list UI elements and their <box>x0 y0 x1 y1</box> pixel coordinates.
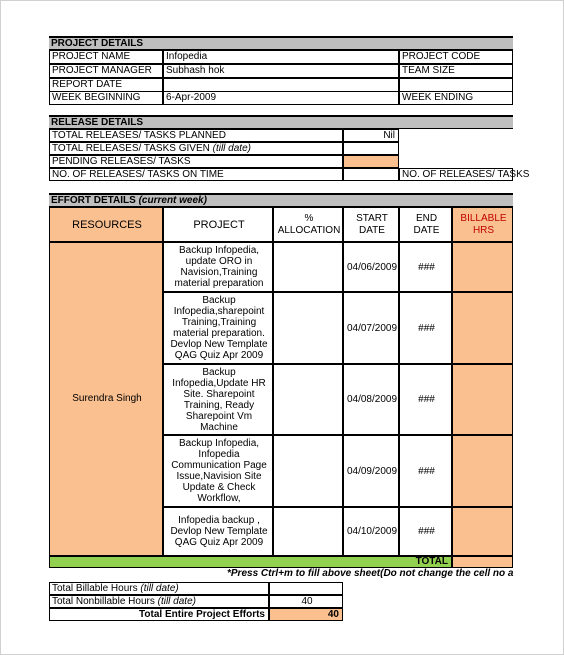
col-project-header: PROJECT <box>163 207 273 242</box>
col-end-date-header: END DATE <box>399 207 452 242</box>
row-2-end-date[interactable]: ### <box>399 292 452 364</box>
tasks-planned-label: TOTAL RELEASES/ TASKS PLANNED <box>49 129 343 142</box>
row-2-project[interactable]: Backup Infopedia,sharepoint Training,Training material preparation. Devlop New Template QAG Quiz Apr 2009 <box>163 292 273 364</box>
effort-details-title: EFFORT DETAILS <box>51 195 139 206</box>
tasks-given-value[interactable] <box>343 142 399 155</box>
row-3-allocation[interactable] <box>273 364 343 435</box>
report-date-label: REPORT DATE <box>49 78 163 92</box>
total-efforts-value[interactable]: 40 <box>269 608 343 621</box>
tasks-on-time-label-right: NO. OF RELEASES/ TASKS <box>399 168 513 181</box>
nonbillable-hours-text: Total Nonbillable Hours <box>52 596 158 607</box>
billable-hours-text: Total Billable Hours <box>52 583 141 594</box>
tasks-on-time-label: NO. OF RELEASES/ TASKS ON TIME <box>49 168 343 181</box>
week-ending-label: WEEK ENDING <box>399 91 513 105</box>
row-3-end-date[interactable]: ### <box>399 364 452 435</box>
tasks-given-note: (till date) <box>212 143 251 154</box>
row-2-allocation[interactable] <box>273 292 343 364</box>
row-1-billable[interactable] <box>452 242 513 292</box>
row-2-start-date[interactable]: 04/07/2009 <box>343 292 399 364</box>
nonbillable-hours-note: (till date) <box>157 596 196 607</box>
release-details-header: RELEASE DETAILS <box>49 115 513 129</box>
project-manager-label: PROJECT MANAGER <box>49 64 163 78</box>
total-efforts-label: Total Entire Project Efforts <box>49 608 269 621</box>
nonbillable-hours-value[interactable]: 40 <box>269 595 343 608</box>
project-code-label: PROJECT CODE <box>399 50 513 64</box>
billable-hours-value[interactable] <box>269 582 343 595</box>
pending-tasks-label: PENDING RELEASES/ TASKS <box>49 155 343 168</box>
col-allocation-header: % ALLOCATION <box>273 207 343 242</box>
team-size-label: TEAM SIZE <box>399 64 513 78</box>
project-manager-value[interactable]: Subhash hok <box>163 64 399 78</box>
row-5-billable[interactable] <box>452 507 513 556</box>
row-1-allocation[interactable] <box>273 242 343 292</box>
row-4-allocation[interactable] <box>273 435 343 507</box>
row-1-end-date[interactable]: ### <box>399 242 452 292</box>
row-3-billable[interactable] <box>452 364 513 435</box>
row-3-start-date[interactable]: 04/08/2009 <box>343 364 399 435</box>
tasks-given-label <box>49 142 343 155</box>
row-1-project[interactable]: Backup Infopedia, update ORO in Navision,Training material preparation <box>163 242 273 292</box>
effort-details-note: (current week) <box>138 195 207 206</box>
row-4-end-date[interactable]: ### <box>399 435 452 507</box>
effort-details-header <box>49 193 513 207</box>
resource-name-cell[interactable]: Surendra Singh <box>49 242 163 556</box>
row-1-start-date[interactable]: 04/06/2009 <box>343 242 399 292</box>
report-date-value[interactable] <box>163 78 399 92</box>
row-4-start-date[interactable]: 04/09/2009 <box>343 435 399 507</box>
billable-hours-label <box>49 582 269 595</box>
project-name-label: PROJECT NAME <box>49 50 163 64</box>
col-billable-header: BILLABLE HRS <box>452 207 513 242</box>
row-5-start-date[interactable]: 04/10/2009 <box>343 507 399 556</box>
report-date-extra <box>399 78 513 92</box>
row-2-billable[interactable] <box>452 292 513 364</box>
tasks-on-time-value[interactable] <box>343 168 399 181</box>
row-4-billable[interactable] <box>452 435 513 507</box>
row-5-project[interactable]: Infopedia backup , Devlop New Template QAG Quiz Apr 2009 <box>163 507 273 556</box>
project-name-value[interactable]: Infopedia <box>163 50 399 64</box>
row-4-project[interactable]: Backup Infopedia, Infopedia Communication Page Issue,Navision Site Update & Check Workflow, <box>163 435 273 507</box>
row-5-end-date[interactable]: ### <box>399 507 452 556</box>
nonbillable-hours-label <box>49 595 269 608</box>
row-5-allocation[interactable] <box>273 507 343 556</box>
col-resources-header: RESOURCES <box>49 207 163 242</box>
row-3-project[interactable]: Backup Infopedia,Update HR Site. Sharepoint Training, Ready Sharepoint Vm Machine <box>163 364 273 435</box>
total-label-cell: TOTAL <box>49 556 452 568</box>
total-billable-value[interactable] <box>452 556 513 568</box>
billable-hours-note: (till date) <box>140 583 179 594</box>
tasks-planned-value[interactable]: Nil <box>343 129 399 142</box>
week-beginning-value[interactable]: 6-Apr-2009 <box>163 91 399 105</box>
tasks-given-text: TOTAL RELEASES/ TASKS GIVEN <box>52 143 213 154</box>
pending-tasks-value[interactable] <box>343 155 399 168</box>
col-start-date-header: START DATE <box>343 207 399 242</box>
week-beginning-label: WEEK BEGINNING <box>49 91 163 105</box>
fill-instruction-note: *Press Ctrl+m to fill above sheet(Do not change the cell no a <box>227 568 514 579</box>
status-report-sheet <box>49 36 530 622</box>
project-details-header: PROJECT DETAILS <box>49 36 513 50</box>
